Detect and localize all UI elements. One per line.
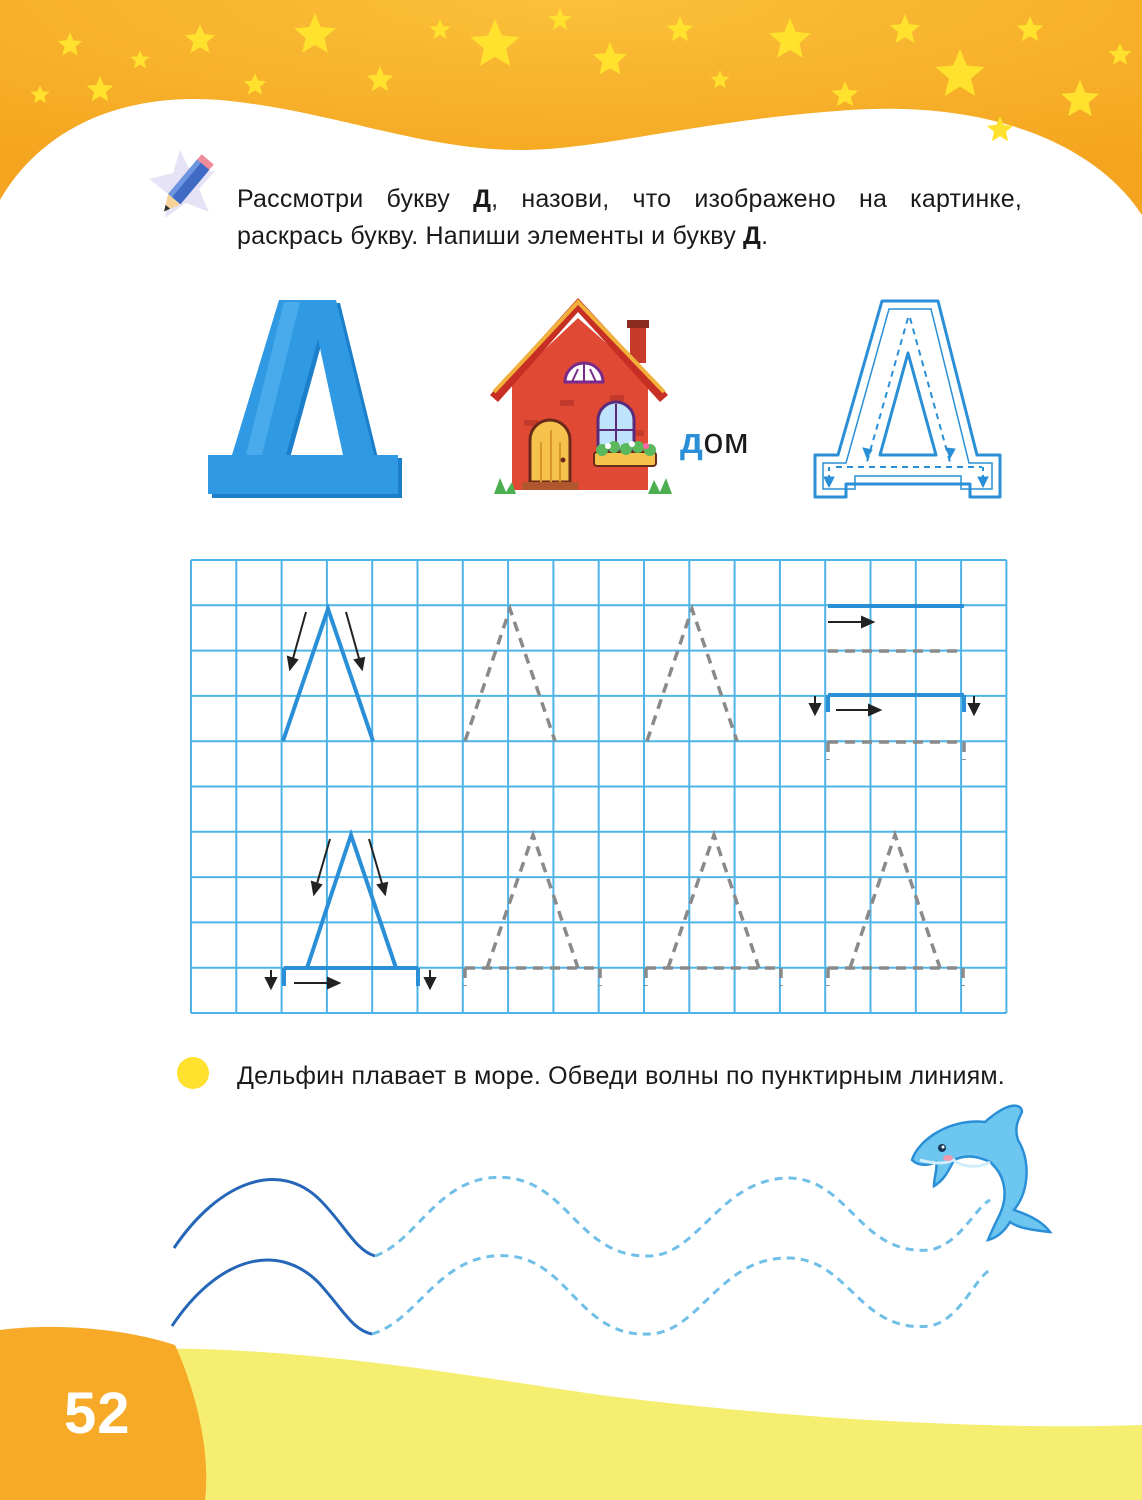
wave-lines <box>172 1177 990 1334</box>
task1-letter: Д <box>743 222 762 250</box>
house-icon <box>490 298 672 494</box>
caption-rest: ом <box>703 420 750 461</box>
pencil-star-icon <box>149 150 215 218</box>
task2-bullet-icon <box>177 1057 209 1089</box>
outline-letter-d-icon <box>815 301 1000 497</box>
big-letter-d-icon <box>208 300 402 498</box>
task1-letter: Д <box>473 185 492 213</box>
tracing-strokes <box>465 609 964 986</box>
page-number: 52 <box>64 1381 131 1446</box>
task2-instruction: Дельфин плавает в море. Обведи волны по пунктирным линиям. <box>237 1062 1005 1090</box>
dolphin-icon <box>912 1106 1050 1240</box>
picture-caption <box>680 420 749 462</box>
caption-first-letter: д <box>680 420 704 461</box>
task1-instruction: Рассмотри букву Д, назови, что изображено на картинке, раскрась букву. Напиши элементы и букву Д. <box>237 185 1023 250</box>
